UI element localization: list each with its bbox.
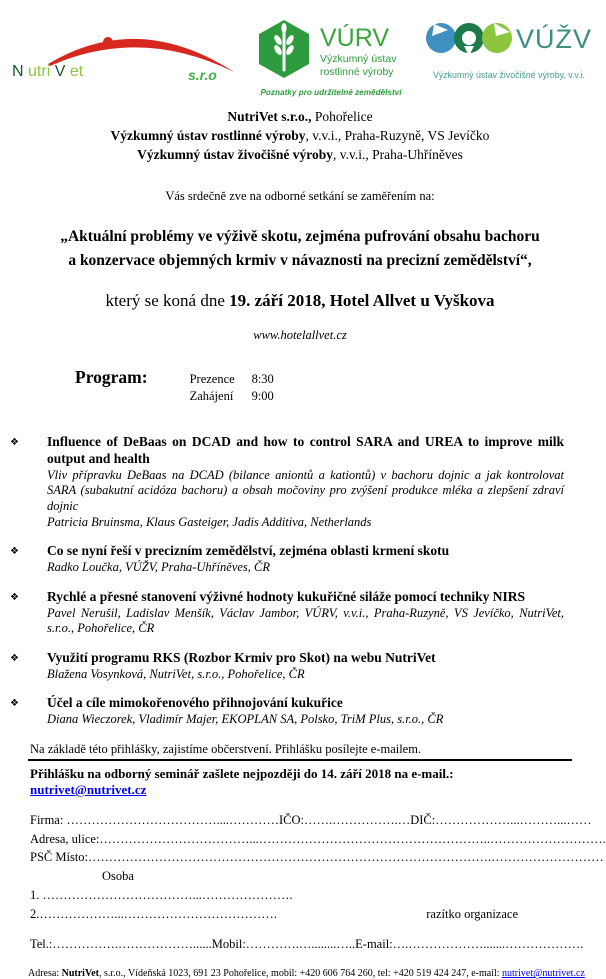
program-item-body [47, 650, 564, 683]
organizer-line-1 [0, 107, 600, 126]
person1-field-line: 1. ………………………………...…………………. [30, 887, 293, 902]
nutrivet-suffix: s.r.o [188, 67, 217, 83]
registration-form [30, 811, 606, 924]
nutrivet-word-part: N [12, 63, 24, 80]
program-item-authors: Patricia Bruinsma, Klaus Gasteiger, Jadis Additiva, Netherlands [47, 514, 372, 529]
invitation-intro: Vás srdečně zve na odborné setkání se zaměřením na: [165, 189, 435, 204]
nutrivet-word-part: V [54, 63, 66, 80]
schedule-item-time: 8:30 [251, 371, 274, 386]
program-item-title: Rychlé a přesné stanovení výživné hodnoty kukuřičné siláže pomocí techniky NIRS [47, 588, 526, 604]
person2-row [30, 905, 570, 924]
organizer-name: NutriVet s.r.o., [227, 109, 312, 124]
program-schedule [190, 367, 274, 406]
vurv-acronym: VÚRV [319, 24, 389, 52]
program-item-title: Influence of DeBaas on DCAD and how to control SARA and UREA to improve milk output and health [47, 433, 564, 466]
stamp-label: razítko organizace [426, 906, 518, 921]
program-item [10, 589, 564, 637]
vurv-wheat-grain [281, 23, 286, 33]
organizer-location: , v.v.i., Praha-Uhříněves [333, 147, 463, 163]
vurv-name-line2: rostlinné výroby [319, 66, 394, 78]
osoba-label: Osoba [102, 869, 134, 884]
nutrivet-wordmark [12, 63, 84, 80]
divider-rule [28, 759, 572, 761]
program-item-authors: Radko Loučka, VÚŽV, Praha-Uhříněves, ČR [47, 560, 271, 575]
program-item-body [47, 543, 564, 576]
program-header [0, 367, 600, 406]
seminar-title-line2: a konzervace objemných krmiv v návaznosti na precizní zemědělství“, [68, 251, 532, 269]
event-date: 19. září 2018 [229, 290, 322, 310]
diamond-bullet-icon: ❖ [10, 591, 19, 603]
registration-email-link[interactable]: nutrivet@nutrivet.cz [30, 781, 147, 797]
vurv-name-line1: Výzkumný ústav [319, 53, 396, 65]
vurv-tagline: Poznatky pro udržitelné zemědělství [259, 88, 402, 97]
nutrivet-word-part: et [69, 63, 84, 80]
program-item [10, 434, 564, 530]
program-item-title: Co se nyní řeší v precizním zemědělství, zejména oblasti krmení skotu [47, 543, 450, 559]
nutrivet-word-part: utri [28, 63, 51, 80]
venue-website: www.hotelallvet.cz [253, 327, 347, 342]
program-item-authors: Diana Wieczorek, Vladimír Majer, EKOPLAN SA, Polsko, TriM Plus, s.r.o., ČR [47, 712, 444, 727]
program-item-description: Vliv přípravku DeBaas na DCAD (bilance aniontů a kationtů) v bachoru dojnic a jak kontrolovat SARA (subakutní acidóza bachoru) a obsah močoviny pro zvýšení produkce mléka a zlepšení zdraví dojnic [47, 467, 564, 513]
program-item-body [47, 589, 564, 637]
program-item-authors: Pavel Nerušil, Ladislav Menšík, Václav Jambor, VÚRV, v.v.i., Praha-Ruzyně, VS Jevíčko, NutriVet, s.r.o., Pohořelice, ČR [47, 605, 564, 636]
diamond-bullet-icon: ❖ [10, 652, 19, 664]
program-items [0, 434, 600, 728]
nutrivet-logo-icon [10, 14, 238, 96]
program-item-body [47, 434, 564, 530]
footer-email-link[interactable]: nutrivet@nutrivet.cz [502, 968, 585, 979]
program-item [10, 543, 564, 576]
seminar-title [20, 225, 580, 272]
registration-deadline [30, 766, 570, 798]
program-item-title: Účel a cíle mimokořenového přihnojování kukuřice [47, 695, 343, 711]
diamond-bullet-icon: ❖ [10, 546, 19, 558]
seminar-title-line1: „Aktuální problémy ve výživě skotu, zejména pufrování obsahu bachoru [60, 228, 540, 246]
schedule-item-time: 9:00 [251, 389, 274, 404]
firma-field-line: Firma: ………………………………....…………IČO:…….…………….…DIČ:………………...………...…… [30, 812, 592, 827]
diamond-bullet-icon: ❖ [10, 698, 19, 710]
nutrivet-i-dot-icon [103, 37, 113, 47]
vurv-logo-icon [254, 14, 409, 102]
registration-note: Na základě této přihlášky, zajistíme občerstvení. Přihlášku posílejte e-mailem. [30, 741, 422, 756]
schedule-row [190, 388, 274, 406]
program-item-body [47, 695, 564, 728]
date-separator: , [321, 290, 330, 310]
program-item-authors: Blažena Vosynková, NutriVet, s.r.o., Pohořelice, ČR [47, 666, 305, 681]
footer-text: , s.r.o., Vídeňská 1023, 691 23 Pohořelice, mobil: +420 606 764 260, tel: +420 519 424 247, e-mail: [99, 968, 503, 979]
organizer-header [0, 107, 600, 164]
organizer-line-3 [0, 145, 600, 164]
program-item [10, 695, 564, 728]
footer-address [28, 968, 585, 979]
schedule-item-name: Prezence [189, 371, 235, 386]
schedule-row [190, 371, 274, 389]
date-prefix: který se koná dne [105, 290, 230, 310]
vuzv-animal-head-icon [458, 27, 480, 49]
contact-field-line: Tel.:…………….………………......Mobil:………….…........…..E-mail:….……………….......………………. [30, 937, 584, 952]
program-label: Program: [75, 366, 148, 387]
organizer-location: Pohořelice [311, 109, 373, 124]
vuzv-acronym: VÚŽV [516, 24, 593, 54]
adresa-field-line: Adresa, ulice:………………………………...………………………………………………..………………………. [30, 831, 606, 846]
program-item [10, 650, 564, 683]
organizer-name: Výzkumný ústav rostlinné výroby [110, 128, 306, 144]
diamond-bullet-icon: ❖ [10, 436, 19, 448]
event-date-line [0, 291, 600, 311]
organizer-name: Výzkumný ústav živočišné výroby [137, 147, 334, 163]
event-venue: Hotel Allvet u Vyškova [329, 290, 495, 310]
program-item-title: Využití programu RKS (Rozbor Krmiv pro Skot) na webu NutriVet [47, 649, 436, 665]
organizer-location: , v.v.i., Praha-Ruzyně, VS Jevíčko [305, 128, 490, 144]
logo-row [0, 0, 600, 97]
deadline-text: Přihlášku na odborný seminář zašlete nejpozději do 14. září 2018 na e-mail.: [30, 765, 454, 781]
vuzv-name: Výzkumný ústav živočišné výroby, v.v.i. [432, 70, 586, 80]
schedule-item-name: Zahájení [189, 389, 234, 404]
organizer-line-2 [0, 126, 600, 145]
footer-text: Adresa: [28, 968, 62, 979]
psc-field-line: PSČ Místo:…………………………………………………………………………………….……………………… [30, 850, 604, 865]
person2-field-line: 2.………………...………………………………. [30, 906, 277, 921]
footer-company-name: NutriVet [61, 968, 100, 979]
vuzv-logo-icon [424, 14, 594, 94]
